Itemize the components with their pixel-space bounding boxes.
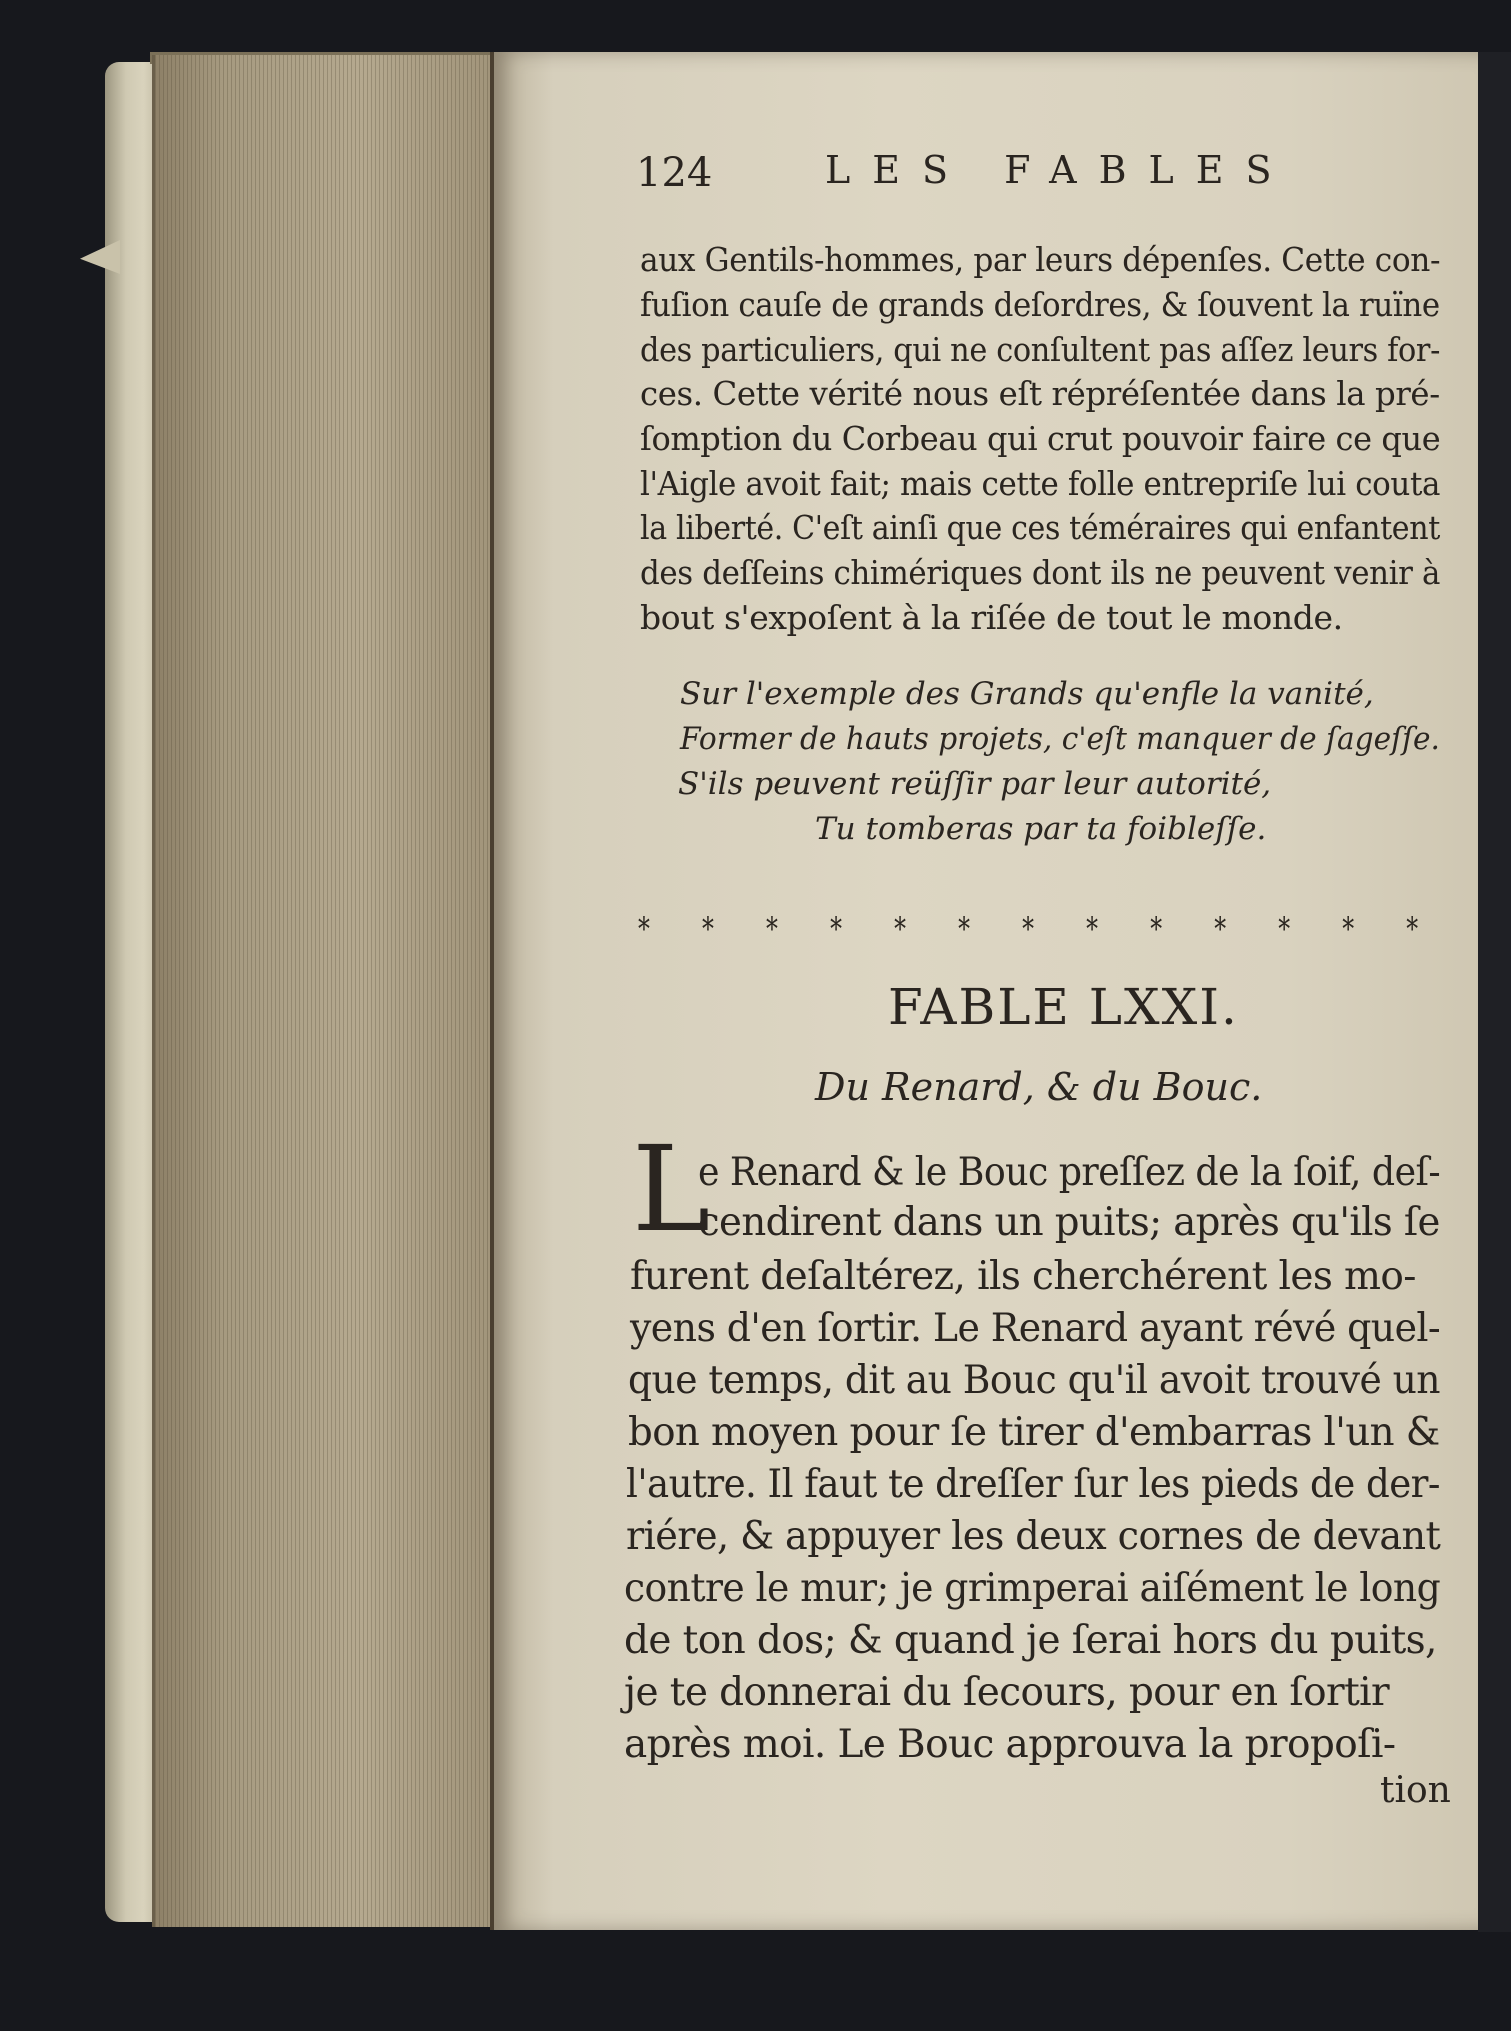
fable-subtitle: Du Renard, & du Bouc. — [815, 1065, 1263, 1109]
fable-line: e Renard & le Bouc preſſez de la ſoif, deſ- — [698, 1150, 1441, 1195]
verse-line: S'ils peuvent reüſſir par leur autorité, — [678, 766, 1272, 802]
moral-line: la liberté. C'eſt ainſi que ces téméraires qui enfantent — [640, 508, 1440, 547]
fable-line: l'autre. Il faut te dreſſer ſur les pieds de der- — [626, 1462, 1440, 1507]
fable-title: FABLE LXXI. — [888, 978, 1239, 1036]
fable-line: bon moyen pour ſe tirer d'embarras l'un & — [628, 1410, 1440, 1455]
verse-line: Sur l'exemple des Grands qu'enfle la vanité, — [680, 676, 1374, 712]
moral-line: aux Gentils-hommes, par leurs dépenſes. Cette con- — [640, 240, 1441, 279]
running-head: LES FABLES — [825, 148, 1294, 192]
binding-tab — [80, 240, 120, 274]
page-edges — [152, 55, 495, 1927]
fable-line: contre le mur; je grimperai aiſément le long — [624, 1566, 1441, 1611]
fable-line: je te donnerai du ſecours, pour en ſortir — [624, 1670, 1390, 1715]
ornament-row: * * * * * * * * * * * * * — [638, 910, 1441, 948]
moral-line: des deſſeins chimériques dont ils ne peuvent venir à — [640, 553, 1441, 592]
fable-line: que temps, dit au Bouc qu'il avoit trouvé un — [628, 1358, 1440, 1403]
moral-line: des particuliers, qui ne conſultent pas aſſez leurs for- — [640, 330, 1440, 369]
moral-line: l'Aigle avoit fait; mais cette folle entrepriſe lui couta — [640, 464, 1441, 503]
background-right — [1478, 52, 1511, 1932]
page-number: 124 — [636, 150, 713, 196]
moral-line: ſomption du Corbeau qui crut pouvoir faire ce que — [640, 419, 1441, 458]
moral-line: fuſion cauſe de grands deſordres, & ſouvent la ruïne — [640, 285, 1440, 324]
drop-cap: L — [632, 1120, 711, 1258]
moral-line: bout s'expoſent à la riſée de tout le monde. — [640, 598, 1343, 637]
verse-line: Former de hauts projets, c'eſt manquer de ſageſſe. — [680, 721, 1440, 757]
fable-line: riére, & appuyer les deux cornes de devant — [626, 1514, 1441, 1559]
fable-line: cendirent dans un puits; après qu'ils ſe — [698, 1200, 1440, 1245]
fable-line: furent deſaltérez, ils cherchérent les mo- — [630, 1254, 1416, 1299]
moral-line: ces. Cette vérité nous eſt répréſentée dans la pré- — [640, 374, 1440, 413]
fable-line: après moi. Le Bouc approuva la propoſi- — [624, 1722, 1396, 1767]
verse-line: Tu tomberas par ta foibleſſe. — [815, 811, 1267, 847]
fable-line: yens d'en ſortir. Le Renard ayant révé quel- — [630, 1306, 1441, 1351]
fable-line: de ton dos; & quand je ſerai hors du puits, — [624, 1618, 1437, 1663]
catchword: tion — [1380, 1770, 1451, 1811]
